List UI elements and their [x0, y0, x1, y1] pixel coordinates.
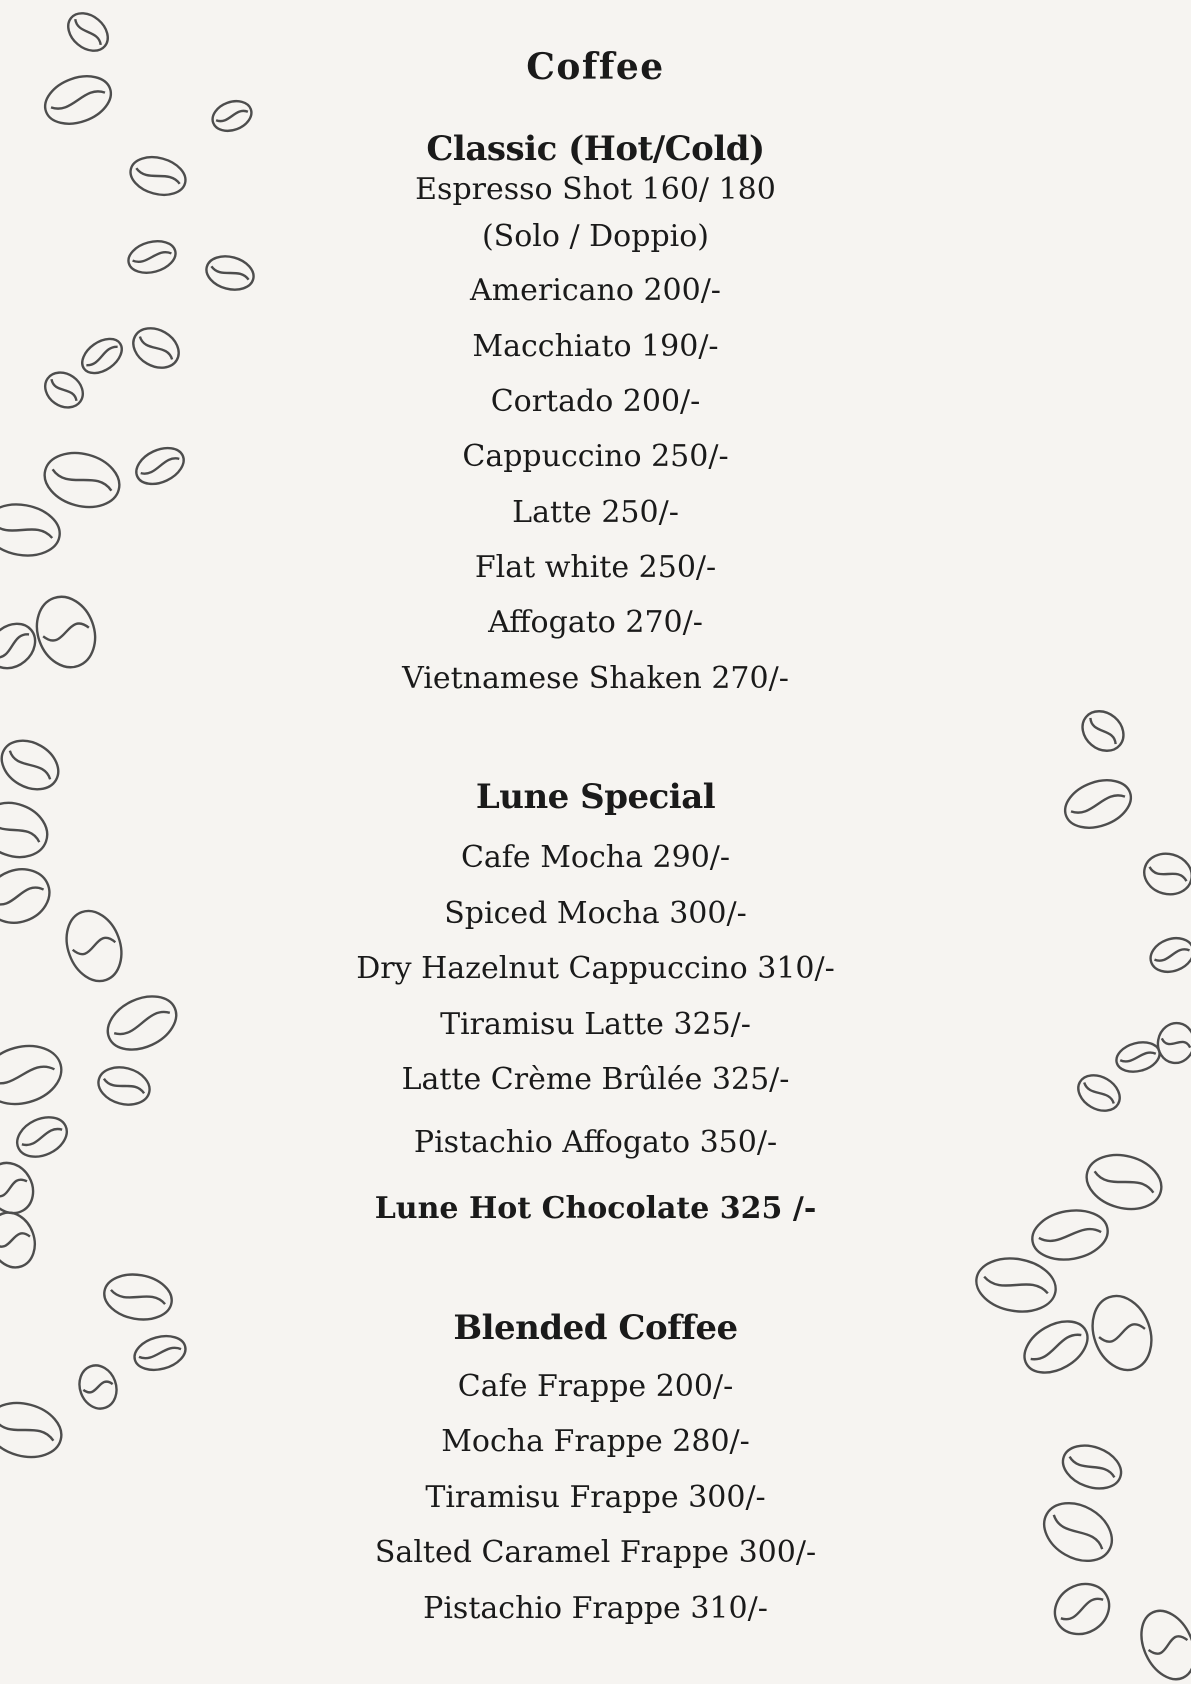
menu-item: Flat white 250/- [474, 550, 717, 585]
coffee-bean-icon [1075, 703, 1132, 759]
menu-item: Mocha Frappe 280/- [441, 1424, 750, 1459]
menu-item: Cafe Frappe 200/- [457, 1369, 734, 1404]
menu-item-note: (Solo / Doppio) [481, 219, 710, 254]
menu-item: Tiramisu Latte 325/- [440, 1007, 751, 1042]
menu-item: Latte 250/- [512, 495, 679, 530]
menu-item: Cafe Mocha 290/- [460, 840, 731, 875]
menu-item: Americano 200/- [470, 273, 721, 308]
menu-item: Cortado 200/- [490, 384, 701, 419]
menu-item: Salted Caramel Frappe 300/- [374, 1535, 817, 1570]
menu-item: Cappuccino 250/- [462, 439, 729, 474]
menu-item: Affogato 270/- [488, 605, 703, 640]
menu-item: Latte Crème Brûlée 325/- [401, 1062, 790, 1097]
menu-item: Macchiato 190/- [472, 329, 719, 364]
menu-item: Espresso Shot 160/ 180 [415, 172, 776, 207]
menu-item: Vietnamese Shaken 270/- [402, 661, 789, 696]
section-title-classic: Classic (Hot/Cold) [426, 129, 765, 169]
menu-item: Pistachio Affogato 350/- [413, 1125, 778, 1160]
menu-item-highlight: Lune Hot Chocolate 325 /- [374, 1191, 817, 1226]
page-title: Coffee [526, 46, 665, 88]
section-title-blended: Blended Coffee [453, 1308, 738, 1348]
menu-item: Spiced Mocha 300/- [444, 896, 747, 931]
section-title-lune-special: Lune Special [475, 777, 716, 817]
menu-item: Dry Hazelnut Cappuccino 310/- [356, 951, 835, 986]
menu-item: Tiramisu Frappe 300/- [425, 1480, 766, 1515]
menu-item: Pistachio Frappe 310/- [423, 1591, 768, 1626]
